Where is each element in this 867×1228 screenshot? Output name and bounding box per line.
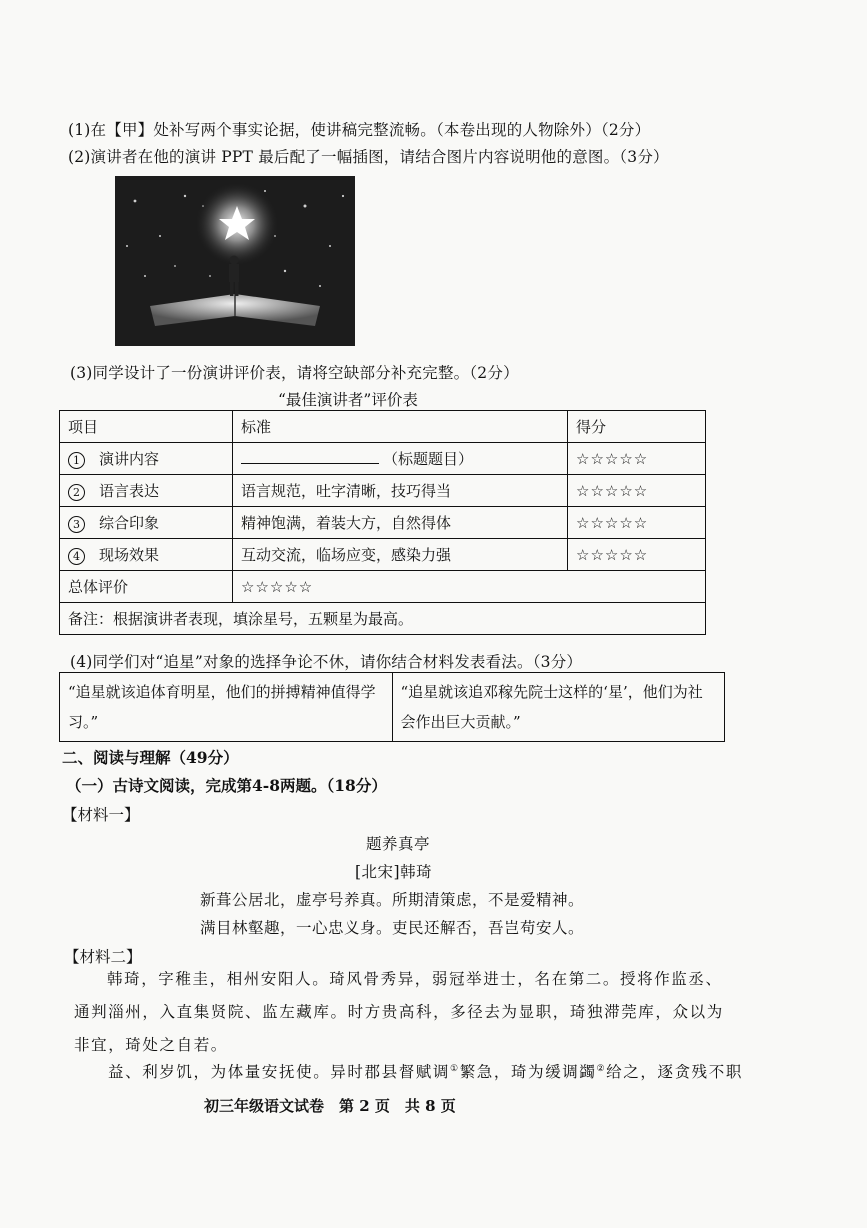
row-number: 1 bbox=[68, 452, 85, 469]
evaluation-table bbox=[59, 410, 706, 635]
eval-table-title: “最佳演讲者”评价表 bbox=[278, 391, 418, 409]
para2-text-b: 繁急，琦为缓调 bbox=[459, 1063, 580, 1081]
score-stars: ☆☆☆☆☆ bbox=[568, 475, 706, 507]
poem-author: [北宋]韩琦 bbox=[355, 863, 433, 881]
table-row-overall bbox=[60, 571, 706, 603]
question-4: (4)同学们对“追星”对象的选择争论不休，请你结合材料发表看法。（3分） bbox=[70, 653, 583, 671]
item-cell bbox=[60, 443, 233, 475]
para2-text-a: 益、利岁饥，为体量安抚使。异时郡县督赋调 bbox=[108, 1063, 451, 1081]
standard-cell: 精神饱满，着装大方，自然得体 bbox=[233, 507, 568, 539]
quote-sports-stars: “追星就该追体育明星，他们的拼搏精神值得学习。” bbox=[60, 673, 393, 742]
table-row-note bbox=[60, 603, 706, 635]
overall-stars: ☆☆☆☆☆ bbox=[233, 571, 706, 603]
question-1: (1)在【甲】处补写两个事实论据，使讲稿完整流畅。（本卷出现的人物除外）（2分） bbox=[68, 121, 651, 139]
quotes-table bbox=[59, 672, 725, 742]
poem-line-2: 满目林壑趣，一心忠义身。吏民还解否，吾岂苟安人。 bbox=[200, 919, 585, 937]
standard-cell: 语言规范，吐字清晰，技巧得当 bbox=[233, 475, 568, 507]
item-cell bbox=[60, 475, 233, 507]
poem-title: 题养真亭 bbox=[366, 835, 431, 853]
question-3: (3)同学设计了一份演讲评价表，请将空缺部分补充完整。（2分） bbox=[70, 364, 519, 382]
material-2-paragraph-1: 韩琦，字稚圭，相州安阳人。琦风骨秀异，弱冠举进士，名在第二。授将作监丞、通判淄州，入直集贤院、监左藏库。时方贵高科，多径去为显职，琦独滞莞库，众以为非宜，琦处之自若。 bbox=[74, 970, 724, 1054]
quote-scientist-stars: “追星就该追邓稼先院士这样的‘星’，他们为社会作出巨大贡献。” bbox=[392, 673, 725, 742]
table-row bbox=[60, 475, 706, 507]
row-number: 4 bbox=[68, 548, 85, 565]
row-number: 2 bbox=[68, 484, 85, 501]
para2-text-d: 给之，逐贪残不职 bbox=[606, 1063, 743, 1081]
score-stars: ☆☆☆☆☆ bbox=[568, 539, 706, 571]
section-heading: 二、阅读与理解（49分） bbox=[62, 748, 239, 767]
material-2-label: 【材料二】 bbox=[64, 948, 142, 966]
standard-cell bbox=[233, 443, 568, 475]
overall-label: 总体评价 bbox=[60, 571, 233, 603]
item-cell bbox=[60, 507, 233, 539]
material-2-paragraph-2 bbox=[108, 1060, 743, 1082]
item-label: 现场效果 bbox=[99, 546, 160, 564]
row-number: 3 bbox=[68, 516, 85, 533]
table-note: 备注：根据演讲者表现，填涂星号，五颗星为最高。 bbox=[60, 603, 706, 635]
item-cell bbox=[60, 539, 233, 571]
para2-text-c: 蠲 bbox=[579, 1063, 597, 1081]
fill-in-blank[interactable] bbox=[241, 449, 379, 464]
table-header-row bbox=[60, 411, 706, 443]
header-standard: 标准 bbox=[233, 411, 568, 443]
footnote-marker-2: ② bbox=[596, 1063, 607, 1074]
footnote-marker-1: ① bbox=[450, 1063, 460, 1074]
material-1-label: 【材料一】 bbox=[62, 806, 140, 824]
subsection-heading: （一）古诗文阅读，完成第4-8两题。（18分） bbox=[66, 776, 387, 795]
page-footer: 初三年级语文试卷 第 2 页 共 8 页 bbox=[204, 1097, 456, 1115]
table-row bbox=[60, 539, 706, 571]
question-2: (2)演讲者在他的演讲 PPT 最后配了一幅插图，请结合图片内容说明他的意图。（3分） bbox=[68, 148, 669, 166]
item-label: 综合印象 bbox=[99, 514, 160, 532]
item-label: 语言表达 bbox=[99, 482, 160, 500]
standard-text: （标题题目） bbox=[383, 450, 474, 468]
star-over-open-book-illustration bbox=[115, 176, 355, 346]
standard-cell: 互动交流，临场应变，感染力强 bbox=[233, 539, 568, 571]
table-row bbox=[60, 507, 706, 539]
header-item: 项目 bbox=[60, 411, 233, 443]
poem-line-1: 新葺公居北，虚亭号养真。所期清策虑，不是爱精神。 bbox=[200, 891, 585, 909]
table-row bbox=[60, 443, 706, 475]
score-stars: ☆☆☆☆☆ bbox=[568, 443, 706, 475]
score-stars: ☆☆☆☆☆ bbox=[568, 507, 706, 539]
header-score: 得分 bbox=[568, 411, 706, 443]
item-label: 演讲内容 bbox=[99, 450, 160, 468]
